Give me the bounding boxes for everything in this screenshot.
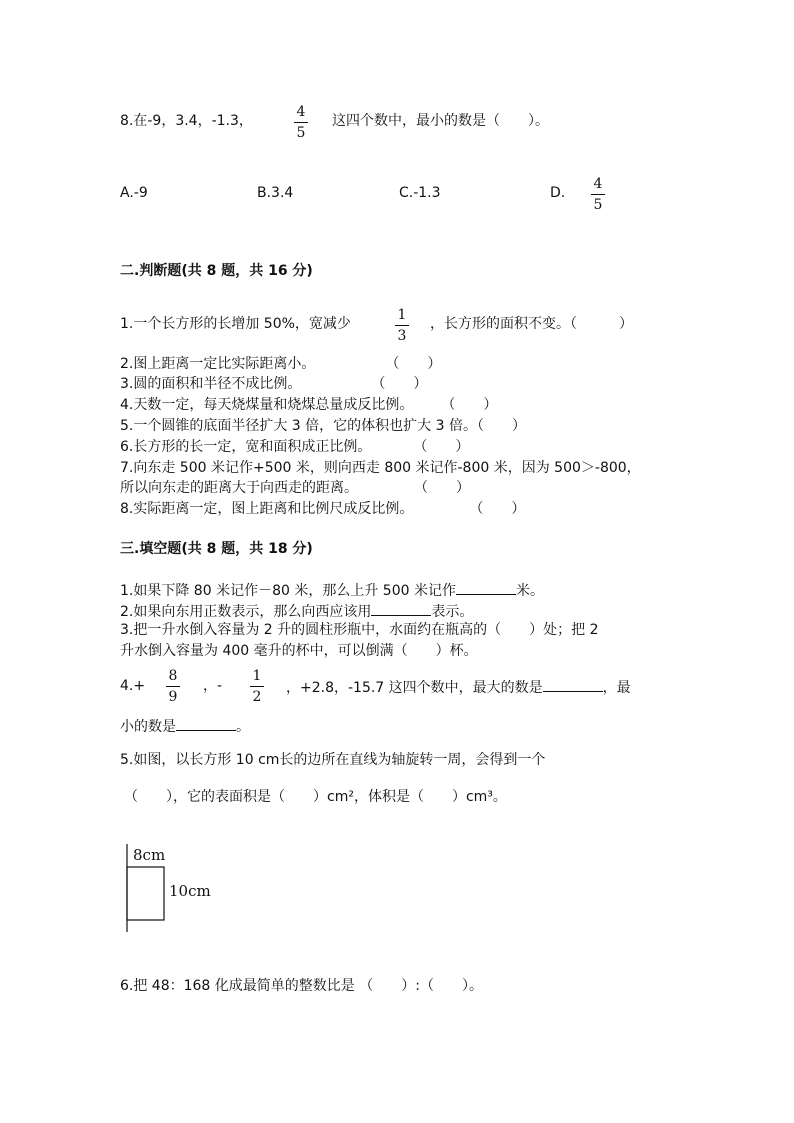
q8-option-d-fraction — [591, 176, 605, 213]
s2-q1-end: ，长方形的面积不变。（ ） — [430, 316, 633, 332]
s3-q4-start: 4.+ — [120, 678, 146, 694]
s3-q4-min-text: 小的数是 — [120, 719, 176, 735]
q8-fraction — [294, 104, 308, 141]
fraction-bar — [591, 194, 605, 195]
s3-q3-line2: 升水倒入容量为 400 毫升的杯中，可以倒满（ ）杯。 — [120, 643, 478, 659]
section3-title: 三.填空题(共 8 题，共 18 分) — [120, 541, 313, 557]
figure-height-label: 10cm — [169, 882, 211, 900]
s3-q6: 6.把 48：168 化成最简单的整数比是 （ ）:（ ）。 — [120, 978, 483, 994]
q8-option-a: A.-9 — [120, 185, 148, 201]
s2-item: 4.天数一定，每天烧煤量和烧煤总量成反比例。 （ ） — [120, 397, 498, 413]
s3-q1-text: 1.如果下降 80 米记作－80 米，那么上升 500 米记作 — [120, 583, 456, 599]
s3-q2-text: 2.如果向东用正数表示，那么向西应该用 — [120, 604, 372, 620]
s3-q5-line2: （ ），它的表面积是（ ）cm²，体积是（ ）cm³。 — [124, 789, 507, 805]
s3-q4-text: ，+2.8，-15.7 这四个数中，最大的数是 — [286, 680, 543, 696]
s2-item: 所以向东走的距离大于向西走的距离。 （ ） — [120, 480, 470, 496]
fraction-bar — [294, 122, 308, 123]
fraction-bar — [166, 686, 180, 687]
s2-item: 8.实际距离一定，图上距离和比例尺成反比例。 （ ） — [120, 501, 526, 517]
answer-blank — [543, 677, 603, 692]
s3-q4-frac2-denominator: 2 — [252, 689, 262, 705]
s3-q1-unit: 米。 — [515, 583, 544, 599]
answer-blank — [371, 601, 431, 616]
q8-fraction-denominator: 5 — [296, 125, 306, 141]
s2-item: 6.长方形的长一定，宽和面积成正比例。 （ ） — [120, 439, 470, 455]
answer-blank — [176, 716, 236, 731]
s3-q1 — [120, 580, 544, 600]
q8-option-d: D. — [550, 185, 566, 201]
q8-fraction-numerator: 4 — [296, 104, 306, 120]
s3-q4-frac1-denominator: 9 — [168, 689, 178, 705]
q8-option-c: C.-1.3 — [399, 185, 441, 201]
s2-q1-denominator: 3 — [397, 328, 407, 344]
s2-q1-fraction — [395, 307, 409, 344]
s3-q2 — [120, 601, 473, 621]
s3-q4-tail: ，最 — [602, 680, 631, 696]
q8-option-d-denominator: 5 — [593, 197, 603, 213]
fraction-bar — [395, 325, 409, 326]
q8-stem-start: 8.在-9，3.4，-1.3， — [120, 113, 253, 129]
q8-option-b: B.3.4 — [257, 185, 294, 201]
s3-q4-fraction-1 — [166, 668, 180, 705]
section2-title: 二.判断题(共 8 题，共 16 分) — [120, 263, 313, 279]
s3-q4-frac2-numerator: 1 — [252, 668, 262, 684]
s2-item: 2.图上距离一定比实际距离小。 （ ） — [120, 356, 442, 372]
s2-item: 7.向东走 500 米记作+500 米，则向西走 800 米记作-800 米，因为 500＞-800， — [120, 460, 641, 476]
s3-q4-fraction-2 — [250, 668, 264, 705]
s3-q5-line1: 5.如图，以长方形 10 cm长的边所在直线为轴旋转一周，会得到一个 — [120, 752, 546, 768]
s3-q4-frac1-numerator: 8 — [168, 668, 178, 684]
s2-item: 5.一个圆锥的底面半径扩大 3 倍，它的体积也扩大 3 倍。（ ） — [120, 418, 526, 434]
s3-q4-period: 。 — [236, 719, 250, 735]
s2-q1-start: 1.一个长方形的长增加 50%，宽减少 — [120, 316, 351, 332]
answer-blank — [456, 580, 516, 595]
figure-width-label: 8cm — [133, 846, 166, 864]
s2-q1-numerator: 1 — [397, 307, 407, 323]
s3-q2-end: 表示。 — [431, 604, 474, 620]
q8-option-d-numerator: 4 — [593, 176, 603, 192]
fraction-bar — [250, 686, 264, 687]
s2-item: 3.圆的面积和半径不成比例。 （ ） — [120, 376, 428, 392]
q8-stem-end: 这四个数中，最小的数是（ ）。 — [332, 113, 549, 129]
rectangle-shape — [127, 867, 164, 920]
s3-q3-line1: 3.把一升水倒入容量为 2 升的圆柱形瓶中，水面约在瓶高的（ ）处；把 2 — [120, 622, 599, 638]
s3-q4-sep: ，- — [203, 678, 223, 694]
s3-q4-line2 — [120, 716, 250, 736]
s3-q4-rest — [286, 677, 631, 697]
